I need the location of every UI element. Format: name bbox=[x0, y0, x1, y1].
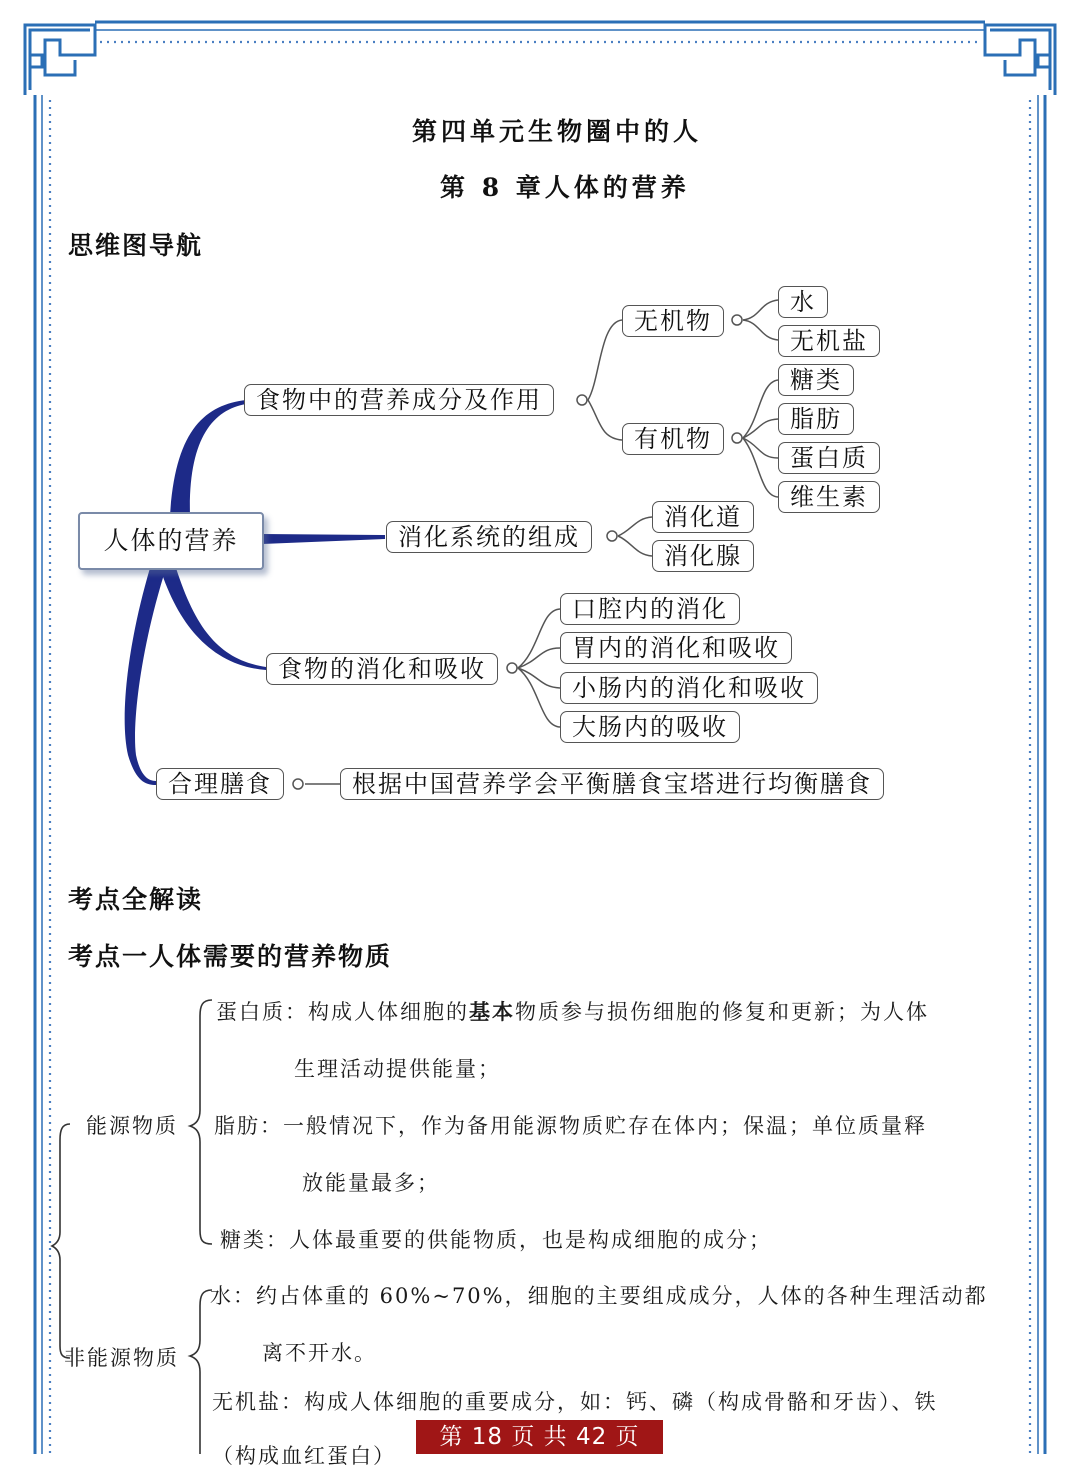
mindmap-section-heading: 思维图导航 bbox=[68, 231, 204, 260]
water-line-1: 水：约占体重的 60%~70%，细胞的主要组成成分，人体的各种生理活动都 bbox=[210, 1284, 988, 1308]
protein-line-2: 生理活动提供能量； bbox=[294, 1057, 501, 1081]
salt-line-1: 无机盐：构成人体细胞的重要成分，如：钙、磷（构成骨骼和牙齿）、铁 bbox=[212, 1390, 938, 1414]
node-large-intestine: 大肠内的吸收 bbox=[560, 711, 740, 743]
energy-label: 能源物质 bbox=[86, 1114, 178, 1138]
section-heading: 考点全解读 bbox=[68, 885, 204, 914]
node-salt: 无机盐 bbox=[778, 325, 880, 357]
point-heading: 考点一人体需要的营养物质 bbox=[68, 942, 393, 971]
fat-line-1: 脂肪：一般情况下，作为备用能源物质贮存在体内；保温；单位质量释 bbox=[214, 1114, 927, 1138]
fat-line-2: 放能量最多； bbox=[302, 1171, 440, 1195]
water-line-2: 离不开水。 bbox=[262, 1341, 377, 1365]
protein-suffix: 物质参与损伤细胞的修复和更新；为人体 bbox=[515, 1000, 929, 1024]
node-inorganic: 无机物 bbox=[622, 305, 724, 337]
node-tract: 消化道 bbox=[652, 501, 754, 533]
node-stomach: 胃内的消化和吸收 bbox=[560, 632, 792, 664]
node-organic: 有机物 bbox=[622, 423, 724, 455]
node-diet: 合理膳食 bbox=[156, 768, 284, 800]
non-energy-label: 非能源物质 bbox=[64, 1346, 179, 1370]
salt-line-2: （构成血红蛋白） bbox=[212, 1444, 396, 1468]
protein-line-1 bbox=[216, 996, 929, 1026]
protein-prefix: 蛋白质：构成人体细胞的 bbox=[216, 1000, 469, 1024]
node-mouth: 口腔内的消化 bbox=[560, 593, 740, 625]
node-fat: 脂肪 bbox=[778, 403, 854, 435]
node-small-intestine: 小肠内的消化和吸收 bbox=[560, 672, 818, 704]
node-water: 水 bbox=[778, 286, 828, 318]
sugar-line: 糖类：人体最重要的供能物质，也是构成细胞的成分； bbox=[220, 1228, 772, 1252]
protein-emphasis: 基本 bbox=[469, 999, 515, 1024]
node-digestion: 食物的消化和吸收 bbox=[266, 653, 498, 685]
node-protein: 蛋白质 bbox=[778, 442, 880, 474]
node-gland: 消化腺 bbox=[652, 540, 754, 572]
node-diet-detail: 根据中国营养学会平衡膳食宝塔进行均衡膳食 bbox=[340, 768, 884, 800]
node-vitamin: 维生素 bbox=[778, 481, 880, 513]
node-digestive-system: 消化系统的组成 bbox=[386, 521, 592, 553]
node-nutrients: 食物中的营养成分及作用 bbox=[244, 384, 554, 416]
node-sugar: 糖类 bbox=[778, 364, 854, 396]
chapter-title: 第 8 章人体的营养 bbox=[440, 173, 690, 202]
mindmap-root-node: 人体的营养 bbox=[78, 512, 264, 570]
unit-title: 第四单元生物圈中的人 bbox=[412, 117, 703, 146]
page-number-badge: 第 18 页 共 42 页 bbox=[416, 1420, 663, 1454]
